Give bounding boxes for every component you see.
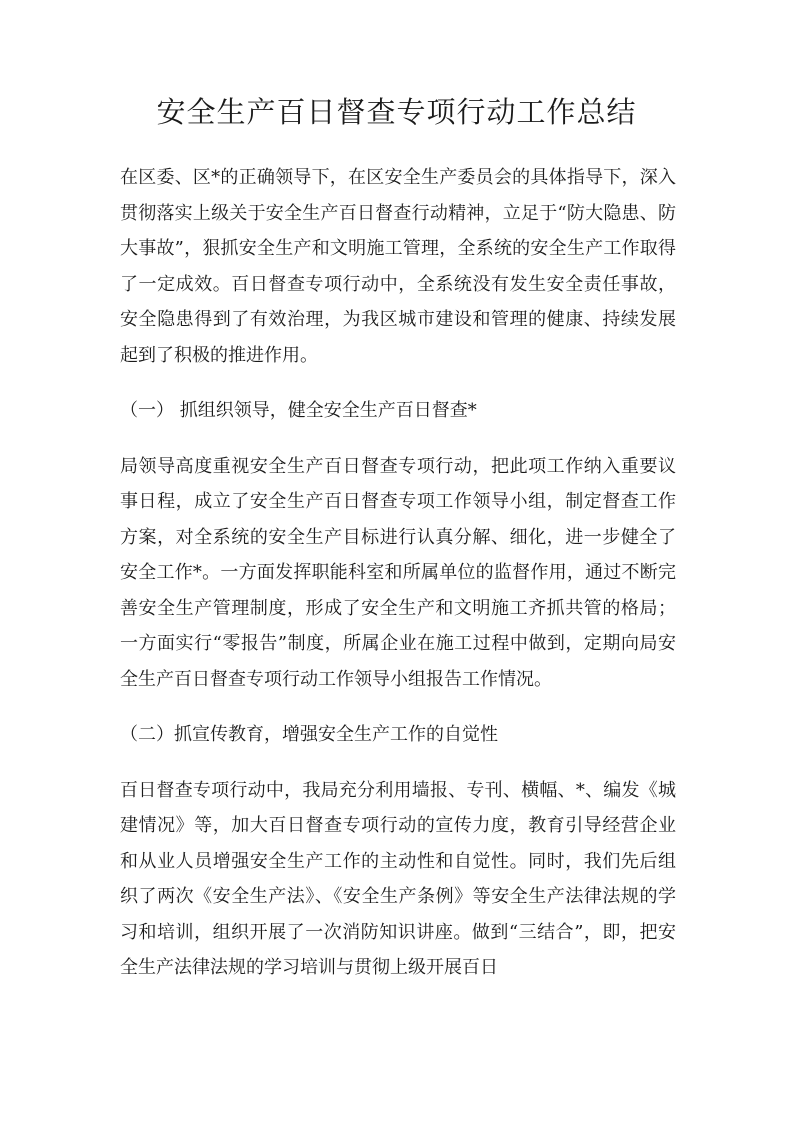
section-1-paragraph: 局领导高度重视安全生产百日督查专项行动，把此项工作纳入重要议事日程，成立了安全生产百日督查专项工作领导小组，制定督查工作方案，对全系统的安全生产目标进行认真分解、细化，进一步健全了安全工作*。一方面发挥职能科室和所属单位的监督作用，通过不断完善安全生产管理制度，形成了安全生产和文明施工齐抓共管的格局；一方面实行“零报告”制度，所属企业在施工过程中做到，定期向局安全生产百日督查专项行动工作领导小组报告工作情况。 [120, 455, 676, 690]
section-heading-1: （一） 抓组织领导，健全安全生产百日督查* [120, 400, 477, 421]
intro-paragraph: 在区委、区*的正确领导下，在区安全生产委员会的具体指导下，深入贯彻落实上级关于安全生产百日督查行动精神，立足于“防大隐患、防大事故”，狠抓安全生产和文明施工管理，全系统的安全生产工作取得了一定成效。百日督查专项行动中，全系统没有发生安全责任事故，安全隐患得到了有效治理，为我区城市建设和管理的健康、持续发展起到了积极的推进作用。 [120, 167, 676, 366]
document-title: 安全生产百日督查专项行动工作总结 [156, 95, 637, 129]
section-2-paragraph: 百日督查专项行动中，我局充分利用墙报、专刊、横幅、*、编发《城建情况》等，加大百日督查专项行动的宣传力度，教育引导经营企业和从业人员增强安全生产工作的主动性和自觉性。同时，我们先后组织了两次《安全生产法》、《安全生产条例》等安全生产法律法规的学习和培训，组织开展了一次消防知识讲座。做到“三结合”，即，把安全生产法律法规的学习培训与贯彻上级开展百日 [120, 779, 676, 978]
document-body [120, 160, 676, 986]
section-heading-2: （二）抓宣传教育，增强安全生产工作的自觉性 [120, 724, 498, 745]
